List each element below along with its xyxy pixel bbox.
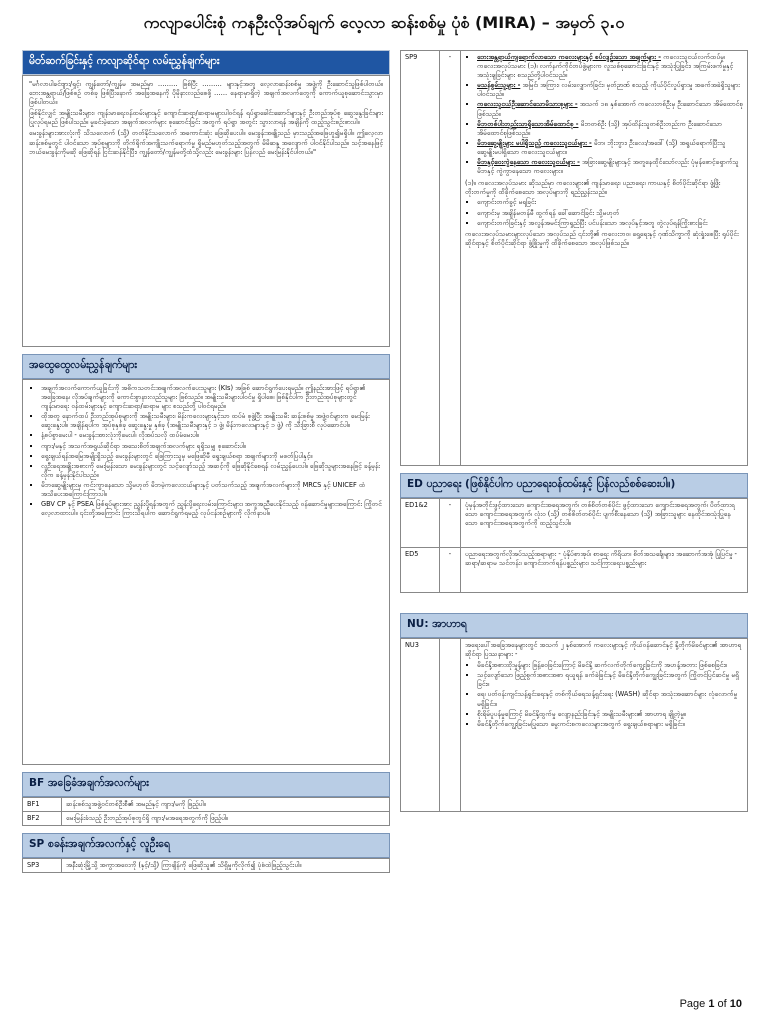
nu-table <box>400 638 748 812</box>
footer-sep: of <box>714 998 730 1010</box>
row-text: ဆန်းစစ်သူအဖွဲ့ဝင်တစ်ဦးစီ၏ အမည်နှင့် ကျား/မကို ဖြည့်ပါ။ <box>62 798 390 812</box>
list-item <box>477 100 743 118</box>
sp9-table <box>400 50 748 466</box>
list-item <box>477 53 743 80</box>
intro-paragraph: ဖြစ်နိုင်လျှင် အမျိုးသမီးများ၊ ကျန်းမာရေးဝန်ထမ်းများနှင့် ကျောင်းဆရာ/ဆရာမများပါဝင်ရန် ရပ်ရွာခေါင်းဆောင်များနှင့် ဦးတည်အုပ်စု ဆွေးနွေးခြင်းများ ပြုလုပ်ရမည် ဖြစ်ပါသည်။ မှုခင်းမဲ့သော အချက်အလက်များ စုဆောင်းခြင်း အတွက် ရပ်ရွာ အတွင်း သွားလာရန် အချိန်ကို ထည့်သွင်းစဉ်းစားပါ။ <box>29 109 383 127</box>
item-head: ကလေးသူငယ်ဦးဆောင်သောမိသားစုများ - <box>477 100 578 109</box>
ed-table <box>400 498 748 593</box>
row-code: BF1 <box>23 798 62 812</box>
item-text: မိဘ၊ ဘိုးဘွား၊ ဦးလေး/အဒေါ် (သို့) အရွယ်ရောက်ပြီးသူ ဆွေမျိုးမပါရှိသော ကလေးသူငယ်များ။ <box>477 138 726 156</box>
row-code: SP9 <box>401 51 440 466</box>
row-code: NU3 <box>401 639 440 812</box>
list-item: ▪ ကျောင်းတက်ခြင်းနှင့် အလွန်အမင်းကြာရှည်ပြီး ပင်ပန်းသော အလုပ်နှင့်အတူ တွဲလုပ်ရန်ကြိုးစားခြင်း <box>477 219 743 228</box>
sp9-tail: ကလေးအလုပ်သမားများလုပ်သော အလုပ်သည် ၎င်းတို့၏ ကလေးဘဝ၊ ရှေ့ရေးနှင့် ဂုဏ်သိက္ခာကို ဆုံးရှုံးစေပြီး ရုပ်ပိုင်းဆိုင်ရာနှင့် စိတ်ပိုင်းဆိုင်ရာ ဖွံ့ဖြိုးမှုကို ထိခိုက်စေသော အလုပ်ဖြစ်သည်။ <box>465 229 739 247</box>
item-text: မိဘတစ်ဦး (သို့) အုပ်ထိန်းသူတစ်ဦးတည်းက ဦးဆောင်သော အိမ်ထောင်စုဖြစ်သည်။ <box>477 119 722 137</box>
row-dash: - <box>440 51 461 466</box>
list-item <box>477 81 743 99</box>
row-content <box>461 639 748 812</box>
item-head: မိဘဆွေမျိုးများ မပါရှိသည့် ကလေးသူငယ်များ - <box>477 138 592 147</box>
page-current: 1 <box>708 998 715 1010</box>
list-item: ▪ လူဦးရေအချိုးအစားကို မေးမြန်းသော မေးခွန်းများတွင် သင့်လျော်သည့် အဆင့်ကို ဖြေဆိုနိုင်စေရန် လမ်းညွှန်ပေးပါ။ ဖြေဆိုသူများအနေဖြင့် ခန့်မှန်းလိုက ခန့်မှန်းနိုင်ပါသည်။ <box>41 462 383 480</box>
table-row <box>23 859 390 873</box>
row-code: ED5 <box>401 548 440 593</box>
row-content <box>461 51 748 466</box>
general-box <box>22 379 390 765</box>
item-text: အခြားဆွေမျိုးများနှင့် အတူနေထိုင်သော်လည်း ပုံမှန်စောင့်ရှောက်သူ မိဘနှင့် ကွဲကွာနေသော ကလေးများ။ <box>477 158 739 176</box>
ed-header: ED ပညာရေး (ဖြစ်နိုင်ပါက ပညာရေးဝန်ထမ်းနှင့် ပြန်လည်စစ်ဆေးပါ။) <box>400 473 748 498</box>
item-head: မသန်စွမ်းသူများ - <box>477 81 521 90</box>
list-item: ▪ အချက်အလက်ကောက်ယူခြင်းကို အဓိကသတင်းအချက်အလက်ပေးသူများ (KIs) အဖြစ် ဆောင်ရွက်ပေးရမည်။ ဤနည်းအားဖြင့် ရပ်ရွာ၏ အခြေအနေ၊ လိုအပ်ချက်များကို ကောင်းစွာနားလည်သူများ ဖြစ်သည်။ အမျိုးသမီးများပါဝင်မှု ရှိပါစေ၊ ဖြစ်နိုင်ပါက ဦးတည်အုပ်စုများတွင် ကျန်းမာရေး ဝန်ထမ်းများနှင့် ကျောင်းဆရာ/ဆရာမ များ စသည်တို့ ပါဝင်ရမည်။ <box>41 384 383 411</box>
list-item: ▪ ကျောင်းတက်ခွင့် မရခြင်း <box>477 198 743 207</box>
list-item: ▪ ရွေးချယ်ရန်အမြေအမျိုးရှိသည့် မေးခွန်းများတွင် ဖြေကြားသူမှ မဖြေဆိုမီ ရွေးချယ်စရာ အချက်များကို မဖတ်ပြပါနှင့်။ <box>41 452 383 461</box>
intro-box <box>22 75 390 347</box>
item-head: မိဘနှင့်ဝေးကွဲနေသော ကလေးသူငယ်များ - <box>477 158 580 167</box>
intro-header: မိတ်ဆက်ခြင်းနှင့် ကလျာဆိုင်ရာ လမ်းညွှန်ချက်များ <box>22 50 390 75</box>
sp9-note: (၁)။ ကလေးအလုပ်သမား ဆိုသည်မှာ ကလေးများ၏ ကျန်းမာရေး၊ ပညာရေး၊ ကာယနှင့် စိတ်ပိုင်းဆိုင်ရာ ဖွံ့ဖြိုးတိုးတက်မှုကို ထိခိုက်စေသော အလုပ်များကို ရည်ညွှန်းသည်။ <box>465 179 721 197</box>
row-text: ပုံမှန်အတိုင်းဖွင့်ထားသော ကျောင်းအရေအတွက်၊ တစ်စိတ်တစ်ပိုင်း ဖွင့်ထားသော ကျောင်းအရေအတွက်၊ ပိတ်ထားရသော ကျောင်းအရေအတွက်၊ လုံးဝ (သို့) တစ်စိတ်တစ်ပိုင်း ပျက်စီးနေသော (သို့) အခြားသူများ နေထိုင်အသုံးပြုနေသော ကျောင်းအရေအတွက်ကို ထည့်သွင်းပါ။ <box>461 499 748 548</box>
list-item: ▪ ကျား/မနှင့် အသက်အရွယ်ဆိုင်ရာ အသေးစိတ်အချက်အလက်များ ရရှိသမျှ စုဆောင်းပါ။ <box>41 442 383 451</box>
row-text: ပညာရေးအတွက်လိုအပ်သည့်အရာများ - ပုံနှိပ်စာအုပ်၊ စာရေး ကိရိယာ၊ စိတ်အသင်္ချေများ၊ အဆောက်အအုံ ပြုပြင်မှု - ဆရာ/ဆရာမ သင်တန်း၊ ကျောင်းတက်ရန်ပစ္စည်းများ၊ သင်ကြားရေးပစ္စည်းများ <box>461 548 748 593</box>
left-column <box>22 50 390 873</box>
item-head: ဘေးအန္တရာယ်ကျရောက်လာသော ကလေးများနှင့် စပ်လျဉ်းသော အချက်များ - <box>477 53 661 61</box>
row-text: အနီးဆုံးမြို့သို့ အကွာအဝေးကို (နှင့်/သို့) ကြာချိန်ကို ဖြေဆိုသူ၏ သိရှိမှုကိုလိုက်၍ ပုံစံထဲဖြည့်သွင်းပါ။ <box>62 859 390 873</box>
list-item: ▪ ထိုအတူ နောက်ထပ် ဦးတည်အုပ်စုများကို အမျိုးသမီးများ၊ မိန်းကလေးများနှင့်သာ ထပ်မံ စုဖွဲ့ပြီး အမျိုးသမီး ဆန်းစစ်မှု အဖွဲ့ဝင်များက မေးမြန်းဆွေးနွေးပါ။ အချိန်ရပါက အုပ်စုနှစ်ခု ဆွေးနွေးမှု နှစ်ခု (အမျိုးသမီးများနှင့် ၁ ဖွဲ့၊ မိန်းကလေးများနှင့် ၁ ဖွဲ့) ကို သီးခြားစီ လုပ်ဆောင်ပါ။ <box>41 412 383 430</box>
row-code: BF2 <box>23 812 62 826</box>
list-item: ▪ မိဘဆွေမျိုးများမှ ကင်းကွာနေသော သို့မဟုတ် မိဘမဲ့ကလေးငယ်များနှင့် ပတ်သက်သည့် အချက်အလက်များကို MRCS နှင့် UNICEF ထံ အသိပေးအကြောင်းကြားပါ။ <box>41 481 383 499</box>
sp9-sublist <box>465 198 743 227</box>
list-item: ▪ သင့်လျော်သော ဖြည့်စွက်အစားအစာ ရယူရန် ခက်ခဲခြင်းနှင့် မိခင်နို့တိုက်ကျွေးခြင်းအတွက် ကြိုတင်ပြင်ဆင်မှု မရှိခြင်း။ <box>477 671 743 689</box>
row-code: SP3 <box>23 859 62 873</box>
page-total: 10 <box>729 998 742 1010</box>
nu-header: NU: အာဟာရ <box>400 613 748 638</box>
sp9-list <box>465 53 743 176</box>
sp-table <box>22 858 390 873</box>
intro-paragraph: "မင်္ဂလာပါခင်ဗျား/ရှင့်၊ ကျွန်တော်/ကျွန်မ အမည်မှာ ……… ဖြစ်ပြီး ……… များနှင့်အတူ လေ့လာဆန်းစစ်မှု အဖွဲ့ကို ဦးဆောင်သူဖြစ်ပါတယ်။ ဘေးအန္တရာယ်/ဖြစ်စဉ် တစ်ခု ဖြစ်ပြီးနောက် အခြေအနေကို ပိုမိုနားလည်စေဖို့ …… နေရာမှာရှိတဲ့ အချက်အလက်တွေကို ကောက်ယူစုဆောင်းသွားမှာ ဖြစ်ပါတယ်။ <box>29 80 383 107</box>
row-text: မေးမြန်းခံသည့် ဦးတည်အုပ်စုတွင်ရှိ ကျား/မအရေအတွက်ကို ဖြည့်ပါ။ <box>62 812 390 826</box>
general-list <box>29 384 383 518</box>
bf-table <box>22 797 390 826</box>
right-column <box>400 50 748 812</box>
nu-list <box>465 661 743 729</box>
page-footer <box>680 998 742 1010</box>
list-item: ▪ ရေ၊ ပတ်ဝန်းကျင်သန့်ရှင်းရေးနှင့် တစ်ကိုယ်ရေသန့်ရှင်းရေး (WASH) ဆိုင်ရာ အသုံးအဆောင်များ လုံလောက်မှု မရှိခြင်း။ <box>477 690 743 708</box>
general-header: အထွေထွေလမ်းညွှန်ချက်များ <box>22 354 390 379</box>
list-item: ▪ ကျောင်းမှ အချိန်မတန်မီ ထွက်ရန် ခေါ်ဆောင်ခြင်း သို့မဟုတ် <box>477 209 743 218</box>
list-item: ▪ မိခင်နို့တိုက်ကျွေးခြင်းမပြုသော မွေးကင်းစကလေးများအတွက် ရွေးချယ်စရာများ မရှိခြင်း။ <box>477 720 743 729</box>
row-code: ED1&2 <box>401 499 440 548</box>
list-item: ▪ မိခင်နို့အစားထိုးမှုန့်များ ဖြန့်ဝေခြင်းကြောင့် မိခင်နို့ ဆက်လက်တိုက်ကျွေးခြင်းကို အဟန့်အတား ဖြစ်စေခြင်း။ <box>477 661 743 670</box>
table-row <box>401 548 748 593</box>
footer-prefix: Page <box>679 998 709 1010</box>
page-title: ကလျာပေါင်းစုံ ကနဦးလိုအပ်ချက် လေ့လာ ဆန်းစစ်မှု ပုံစံ (MIRA) – အမှတ် ၃.၀ <box>143 13 625 32</box>
list-item <box>477 139 743 157</box>
list-item: ▪ စိုးရိမ်ပူပန်မှုကြောင့် မိခင်နို့ထွက်မှု လျော့နည်းခြင်းနှင့် အမျိုးသမီးများ၏ အာဟာရ ချို့တဲ့မှု။ <box>477 710 743 719</box>
table-row <box>401 499 748 548</box>
row-dash: - <box>440 499 461 548</box>
item-text: အသက် ၁၈ နှစ်အောက် ကလေးတစ်ဦးမှ ဦးဆောင်သော အိမ်ထောင်စုဖြစ်သည်။ <box>477 100 743 118</box>
item-text: ကလေးသူငယ်လက်ထပ်မှု၊ ကလေးအလုပ်သမား (၁)၊ လက်နက်ကိုင်တပ်ဖွဲ့များက လူသစ်စုဆောင်းခြင်းနှင့် အသုံးပြုခြင်း၊ အကြမ်းဖက်မှုနှင့် အသုံးချခြင်းများ စသည်တို့ပါဝင်သည်။ <box>477 53 734 80</box>
list-item: ▪ နံ့စပ်စွာမေးပါ - မေးခွန်းအားလုံးကိုမေးပါ၊ လိုအပ်သလို ထပ်မံမေးပါ။ <box>41 431 383 440</box>
row-dash <box>440 639 461 812</box>
item-text: အမြင်၊ အကြား၊ လမ်းလျှောက်ခြင်း၊ မှတ်ဉာဏ် စသည့် ကိုယ်ပိုင်လှုပ်ရှားမှု အခက်အခဲရှိသူများ ပါဝင်သည်။ <box>477 81 740 99</box>
list-item: ▪ GBV CP နှင့် PSEA ဖြစ်ရပ်များအား ညွှန်းပို့ရန်အတွက် ညွှန်းပို့ရေးလမ်းကြောင်းများ၊ အကူအညီပေးနိုင်သည့် ဝန်ဆောင်မှုများအကြောင်း ကြိုတင်လေ့လာထားပါ။ ၎င်းတို့အကြောင်း ကြားသိရပါက ဆောင်ရွက်ရမည့် လုပ်ငန်းစဉ်များကို လိုက်နာပါ။ <box>41 500 383 518</box>
item-head: မိဘတစ်ပါးတည်းသာရှိသောအိမ်ထောင်စု - <box>477 119 579 128</box>
nu-intro: အရေးပေါ်အခြေအနေများတွင် အသက် ၂ နှစ်အောက် ကလေးများနှင့် ကိုယ်ဝန်ဆောင်နှင့် နို့တိုက်မိခင်များ၏ အာဟာရဆိုင်ရာ ပြဿနာများ - <box>465 641 742 659</box>
list-item <box>477 120 743 138</box>
table-row <box>23 798 390 812</box>
intro-paragraph: မေးခွန်းများအားလုံးကို သိသလောက် (သို့) တတ်နိုင်သလောက် အကောင်းဆုံး ဖြေဆိုပေးပါ။ မေးခွန်းအချို့သည် မှားသည့်အဖြေဟူ၍မရှိပါ။ ဤလေ့လာ ဆန်းစစ်မှုတွင် ပါဝင်သော အုပ်စုများကို တိုက်ရိုက်အကျိုးသက်ရောက်မှု ရှိမည်မဟုတ်သည့်အတွက် မိမိဆန္ဒ အလျောက် ပါဝင်နိုင်ပါသည်။ သင့်အနေဖြင့် ဘယ်မေးခွန်းကိုမဆို ဖြေဆိုရန် ငြင်းဆန်နိုင်ပြီး၊ ကျွန်တော်/ကျွန်မတို့ထံသို့လည်း မေးခွန်းများ ပြန်လည် မေးမြန်းနိုင်ပါတယ်။" <box>29 129 383 156</box>
list-item <box>477 158 743 176</box>
bf-header: BF အခြေခံအချက်အလက်များ <box>22 772 390 797</box>
table-row <box>401 639 748 812</box>
table-row <box>23 812 390 826</box>
table-row <box>401 51 748 466</box>
sp-header: SP စခန်းအချက်အလက်နှင့် လူဦးရေ <box>22 833 390 858</box>
row-dash: - <box>440 548 461 593</box>
